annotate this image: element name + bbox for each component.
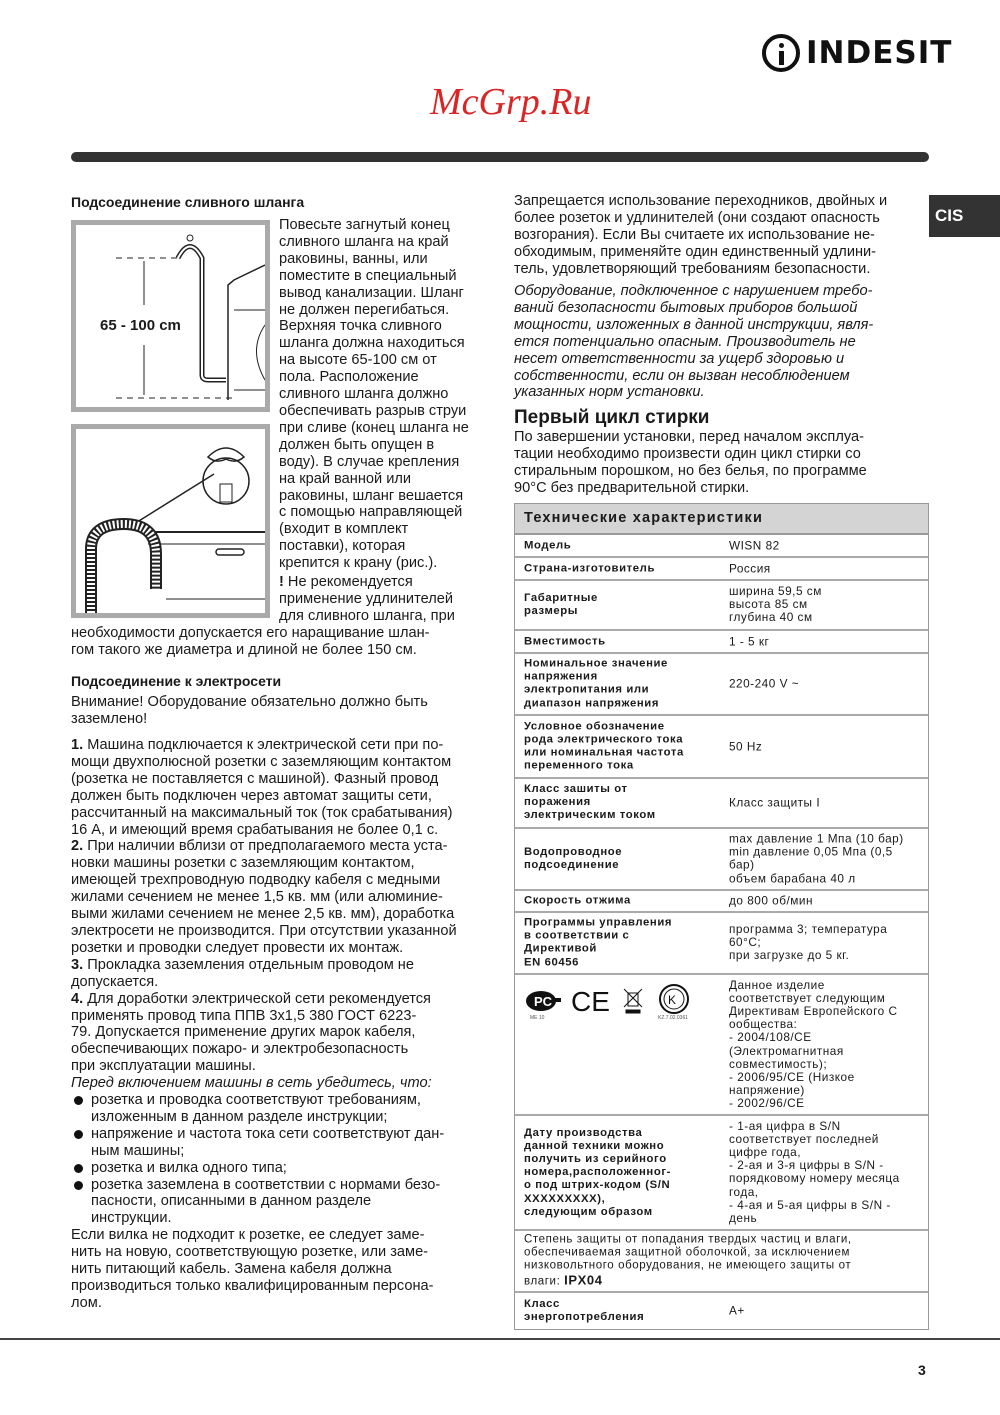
watermark: McGrp.Ru — [430, 81, 592, 123]
spec-label: Номинальное значение напряжения электропитания или диапазон напряжения — [524, 657, 668, 710]
spec-label: Класс зашиты от поражения электрическим током — [524, 783, 656, 822]
ip-rating: IPX04 — [564, 1272, 603, 1288]
warning-icon: ! — [279, 574, 284, 590]
spec-value: А+ — [729, 1303, 745, 1318]
grounding-warning: Внимание! Оборудование обязательно должно быть заземлено! — [71, 694, 428, 727]
certification-logos — [523, 983, 698, 1028]
indesit-logo-icon — [762, 34, 800, 72]
spec-value: Данное изделие соответствует следующим Директивам Европейского С ообщества: - 2004/108/CE (Электромагнитная совместимость); - 2006/95/CE (Низкое напряжение) - 2002/96/CE — [729, 977, 898, 1111]
spec-row — [515, 913, 928, 975]
spec-value: Класс защиты I — [729, 795, 821, 810]
rst-mark-icon — [526, 991, 561, 1011]
checklist — [71, 1092, 471, 1227]
kz-mark-icon — [660, 985, 688, 1013]
first-cycle-title: Первый цикл стирки — [514, 407, 710, 428]
adapter-warning: Запрещается использование переходников, двойных и более розеток и удлинителей (они создают опасность возгорания). Если Вы считаете их использование не- обходимым, применяйте один единственный удлини- тель, удовлетворяющий требованиям безопасности. — [514, 193, 888, 277]
hose-guide-illustration — [76, 429, 265, 613]
drain-height-figure — [71, 220, 270, 412]
spec-row — [515, 654, 928, 716]
plug-replacement-text: Если вилка не подходит к розетке, ее следует заме- нить на новую, соответствующую розетке, или заме- нить питающий кабель. Замена кабеля должна производиться только квалифицированным персона- лом. — [71, 1227, 434, 1311]
extension-warning-continued: необходимости допускается его наращивание шлан- гом такого же диаметра и длиной не более 150 см. — [71, 625, 430, 658]
liability-notice: Оборудование, подключенное с нарушением требо- ваний безопасности бытовых приборов большой мощности, изложенных в данной инструкции, явля- ется потенциально опасным. Производитель не несет ответственности за ущерб здоровью и собственности, если он вызван несоблюдением указанных норм установки. — [514, 283, 874, 401]
spec-text: Степень защиты от попадания твердых частиц и влаги, обеспечиваемая защитной оболочкой, за исключением низковольтного оборудования, не имеющего защиты от влаги: — [524, 1233, 852, 1288]
checklist-item: розетка заземлена в соответствии с нормами безо- пасности, описанными в данном разделе инструкции. — [71, 1177, 471, 1228]
svg-text:K: K — [668, 993, 677, 1007]
spec-row — [515, 558, 928, 581]
logo-caption: МЕ 10 — [530, 1015, 545, 1021]
spec-value: ширина 59,5 см высота 85 см глубина 40 см — [729, 584, 822, 625]
spec-row — [515, 1231, 928, 1293]
spec-value: - 1-ая цифра в S/N соответствует последней цифре года, - 2-ая и 3-я цифры в S/N - порядковому номеру месяца года, - 4-ая и 5-ая цифры в S/N - день — [729, 1118, 900, 1226]
checklist-item: напряжение и частота тока сети соответствуют дан- ным машины; — [71, 1126, 471, 1160]
spec-row — [515, 779, 928, 829]
spec-value: max давление 1 Мпа (10 бар) min давление 0,05 Мпа (0,5 бар) объем барабана 40 л — [729, 831, 904, 886]
drain-hose-title: Подсоединение сливного шланга — [71, 194, 305, 210]
electrical-title: Подсоединение к электросети — [71, 673, 282, 689]
language-tab: CIS — [929, 195, 1000, 237]
spec-row — [515, 1116, 928, 1231]
spec-value: до 800 об/мин — [729, 893, 813, 908]
spec-row — [515, 535, 928, 558]
svg-text:PC: PC — [534, 994, 553, 1009]
hose-guide-figure — [71, 424, 270, 618]
spec-label: Условное обозначение рода электрического тока или номинальная частота переменного тока — [524, 720, 684, 772]
first-cycle-text: По завершении установки, перед началом эксплуа- тации необходимо произвести один цикл стирки со стиральным порошком, но без белья, по программе 90°С без предварительной стирки. — [514, 429, 867, 496]
spec-row — [515, 581, 928, 631]
spec-label: Класс энергопотребления — [524, 1297, 645, 1323]
height-range-label: 65 - 100 cm — [100, 317, 181, 334]
header-bar — [71, 152, 929, 162]
spec-label: Скорость отжима — [524, 894, 631, 907]
checklist-intro: Перед включением машины в сеть убедитесь, что: — [71, 1075, 432, 1092]
spec-label: Вместимость — [524, 634, 606, 647]
spec-label: Модель — [524, 538, 572, 551]
spec-row — [515, 975, 928, 1116]
spec-value: WISN 82 — [729, 537, 780, 552]
spec-row — [515, 891, 928, 913]
spec-label: Водопроводное подсоединение — [524, 845, 623, 871]
spec-row — [515, 1293, 928, 1329]
requirement-item: 1. Машина подключается к электрической сети при по- мощи двухполюсной розетки с заземляющим контактом (розетка не поставляется с машиной). Фазный провод должен быть подключен через автомат защиты сети, рассчитанный на максимальный ток (ток срабатывания) 16 А, и имеющий время срабатывания не более 0,1 с. — [71, 737, 453, 838]
spec-value: 220-240 V ~ — [729, 676, 800, 691]
spec-label: Габаритные размеры — [524, 591, 598, 617]
requirement-item: 4. Для доработки электрической сети рекомендуется применять провод типа ППВ 3х1,5 380 ГОСТ 6223- 79. Допускается применение других марок кабеля, обеспечивающих пожаро- и электробезопасность при эксплуатации машины. — [71, 990, 431, 1075]
drain-height-illustration — [76, 225, 265, 407]
weee-bin-icon — [624, 989, 642, 1013]
extension-warning-text: Не рекомендуется применение удлинителей для сливного шланга, при — [279, 574, 455, 624]
spec-label: Страна-изготовитель — [524, 561, 655, 574]
checklist-item: розетка и вилка одного типа; — [71, 1160, 471, 1177]
spec-row — [515, 716, 928, 779]
spec-value: Россия — [729, 560, 771, 575]
indesit-logo — [762, 34, 952, 72]
extension-warning — [279, 574, 469, 625]
checklist-item: розетка и проводка соответствуют требованиям, изложенным в данном разделе инструкции; — [71, 1092, 471, 1126]
spec-label: Программы управления в соответствии с Директивой EN 60456 — [524, 916, 673, 969]
spec-label: Дату производства данной техники можно получить из серийного номера,расположенног- о под штрих-кодом (S/N XXXXXXXXX), следующим образом — [524, 1126, 671, 1218]
spec-row — [515, 631, 928, 654]
electrical-requirements — [71, 737, 471, 1312]
requirement-item: 3. Прокладка заземления отдельным проводом не допускается. — [71, 956, 414, 990]
specs-table — [514, 503, 929, 1330]
svg-text:CE: CE — [571, 986, 610, 1017]
spec-row — [515, 829, 928, 891]
footer-rule — [0, 1338, 1000, 1340]
specs-table-title: Технические характеристики — [515, 504, 928, 535]
drain-hose-text: Повесьте загнутый конец сливного шланга на край раковины, ванны, или поместите в специальный вывод канализации. Шланг не должен перегибаться. Верхняя точка сливного шланга должна находиться на высоте 65-100 см от пола. Расположение сливного шланга должно обеспечивать разрыв струи при сливе (конец шланга не должен быть опущен в воду). В случае крепления на край ванной или раковины, шланг вешается с помощью направляющей (входит в комплект поставки), которая крепится к крану (рис.). — [279, 217, 469, 572]
spec-value: программа 3; температура 60°С; при загрузке до 5 кг. — [729, 922, 888, 963]
specs-table-body — [515, 535, 928, 1329]
spec-full-text — [524, 1234, 922, 1289]
ce-mark-icon — [571, 986, 610, 1017]
logo-caption: KZ.7.02.0361 — [658, 1015, 689, 1021]
page-number: 3 — [918, 1362, 926, 1378]
requirement-item: 2. При наличии вблизи от предполагаемого места уста- новки машины розетки с заземляющим контактом, имеющей трехпроводную подводку кабеля с медными жилами сечением не менее 1,5 кв. мм (или алюминие- выми жилами сечением не менее 2,5 кв. мм), доработка электросети не производится. При отсутствии указанной розетки и проводки следует провести их монтаж. — [71, 838, 457, 956]
spec-value: 1 - 5 кг — [729, 633, 770, 648]
spec-value: 50 Hz — [729, 738, 763, 753]
brand-name: INDESIT — [806, 35, 953, 71]
